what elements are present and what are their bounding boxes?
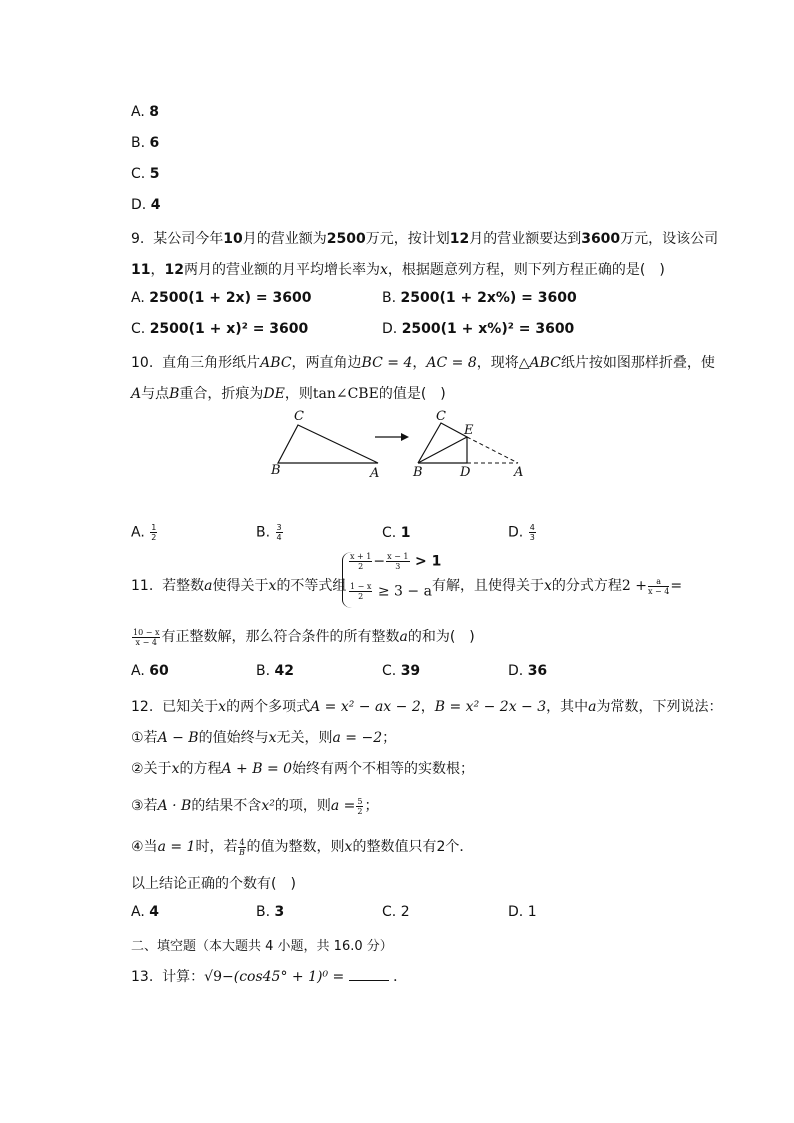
label-d-right: D	[460, 465, 471, 480]
q11-inequality-2: $\frac{1 - x}{2}$ ≥ 3 − a	[350, 582, 432, 601]
q12-option-d: D. 1	[508, 904, 537, 920]
q11-inequality-1: $\frac{x + 1}{2}$ − $\frac{x - 1}{3}$ > 1	[350, 552, 442, 571]
arrow-right-icon	[401, 433, 409, 441]
q11-option-b: B. 42	[256, 663, 294, 679]
label-e-right: E	[464, 423, 474, 438]
q8-option-c: C. 5	[131, 166, 160, 182]
q8-option-b: B. 6	[131, 135, 160, 151]
section-heading-fill-in: 二、填空题（本大题共 4 小题，共 16.0 分）	[131, 939, 393, 954]
q9-option-c: C. 2500(1 + x)² = 3600	[131, 321, 309, 337]
q10-stem-line2: A与点B重合，折痕为DE，则tan∠CBE的值是( )	[131, 386, 446, 402]
q9-option-b: B. 2500(1 + 2x%) = 3600	[382, 290, 577, 306]
q12-statement-2: ②关于x的方程A + B = 0始终有两个不相等的实数根；	[131, 761, 475, 777]
q10-figure	[265, 405, 535, 485]
dashed-ea	[467, 437, 518, 463]
q12-statement-1: ①若A − B的值始终与x无关，则a = −2；	[131, 730, 397, 746]
q12-statement-3: ③若A · B的结果不含x²的项，则a = $\frac{5}{2}$ ；	[131, 796, 379, 816]
q12-option-a: A. 4	[131, 904, 159, 920]
q9-option-d: D. 2500(1 + x%)² = 3600	[382, 321, 575, 337]
answer-blank[interactable]	[349, 968, 389, 981]
q8-option-a: A. 8	[131, 104, 159, 120]
q9-option-a: A. 2500(1 + 2x) = 3600	[131, 290, 312, 306]
label-c-right: C	[436, 409, 446, 424]
q11-stem-b: 有解，且使得关于x的分式方程2 + $\frac{a}{x - 4}$ =	[432, 576, 683, 596]
label-a-right: A	[514, 465, 524, 480]
q10-option-d: D. $\frac{4}{3}$	[508, 523, 535, 542]
q11-stem-a: 11. 若整数a使得关于x的不等式组	[131, 578, 347, 594]
q10-option-a: A. $\frac{1}{2}$	[131, 523, 157, 542]
q12-stem: 12. 已知关于x的两个多项式A = x² − ax − 2，B = x² − 2x − 3，其中a为常数，下列说法：	[131, 699, 723, 715]
q12-statement-4: ④当a = 1时，若 $\frac{4}{B}$的值为整数，则x的整数值只有2个．	[131, 837, 474, 857]
original-triangle	[278, 425, 378, 463]
q10-option-c: C. 1	[382, 525, 411, 541]
q8-option-d: D. 4	[131, 197, 161, 213]
q12-option-c: C. 2	[382, 904, 410, 920]
q11-option-d: D. 36	[508, 663, 548, 679]
label-c-left: C	[294, 409, 304, 424]
q10-option-b: B. $\frac{3}{4}$	[256, 523, 282, 542]
q12-conclusion: 以上结论正确的个数有( )	[131, 876, 296, 892]
q9-stem-line2: 11，12两月的营业额的月平均增长率为x，根据题意列方程，则下列方程正确的是( )	[131, 262, 665, 278]
label-a-left: A	[370, 466, 380, 481]
label-b-left: B	[271, 463, 281, 478]
q12-option-b: B. 3	[256, 904, 285, 920]
q10-stem-line1: 10. 直角三角形纸片ABC，两直角边BC = 4，AC = 8，现将△ABC纸片按如图那样折叠，使	[131, 355, 715, 371]
q11-option-c: C. 39	[382, 663, 421, 679]
label-b-right: B	[413, 465, 423, 480]
q13-stem: 13. 计算：√9−(cos45° + 1)⁰ = ．	[131, 969, 408, 985]
folded-triangle	[418, 423, 467, 463]
q11-stem-line2: $\frac{10 - x}{x - 4}$ 有正整数解，那么符合条件的所有整数a的和为( )	[133, 627, 475, 647]
q11-option-a: A. 60	[131, 663, 169, 679]
q9-stem-line1: 9. 某公司今年10月的营业额为2500万元，按计划12月的营业额要达到3600万元，设该公司	[131, 231, 719, 247]
